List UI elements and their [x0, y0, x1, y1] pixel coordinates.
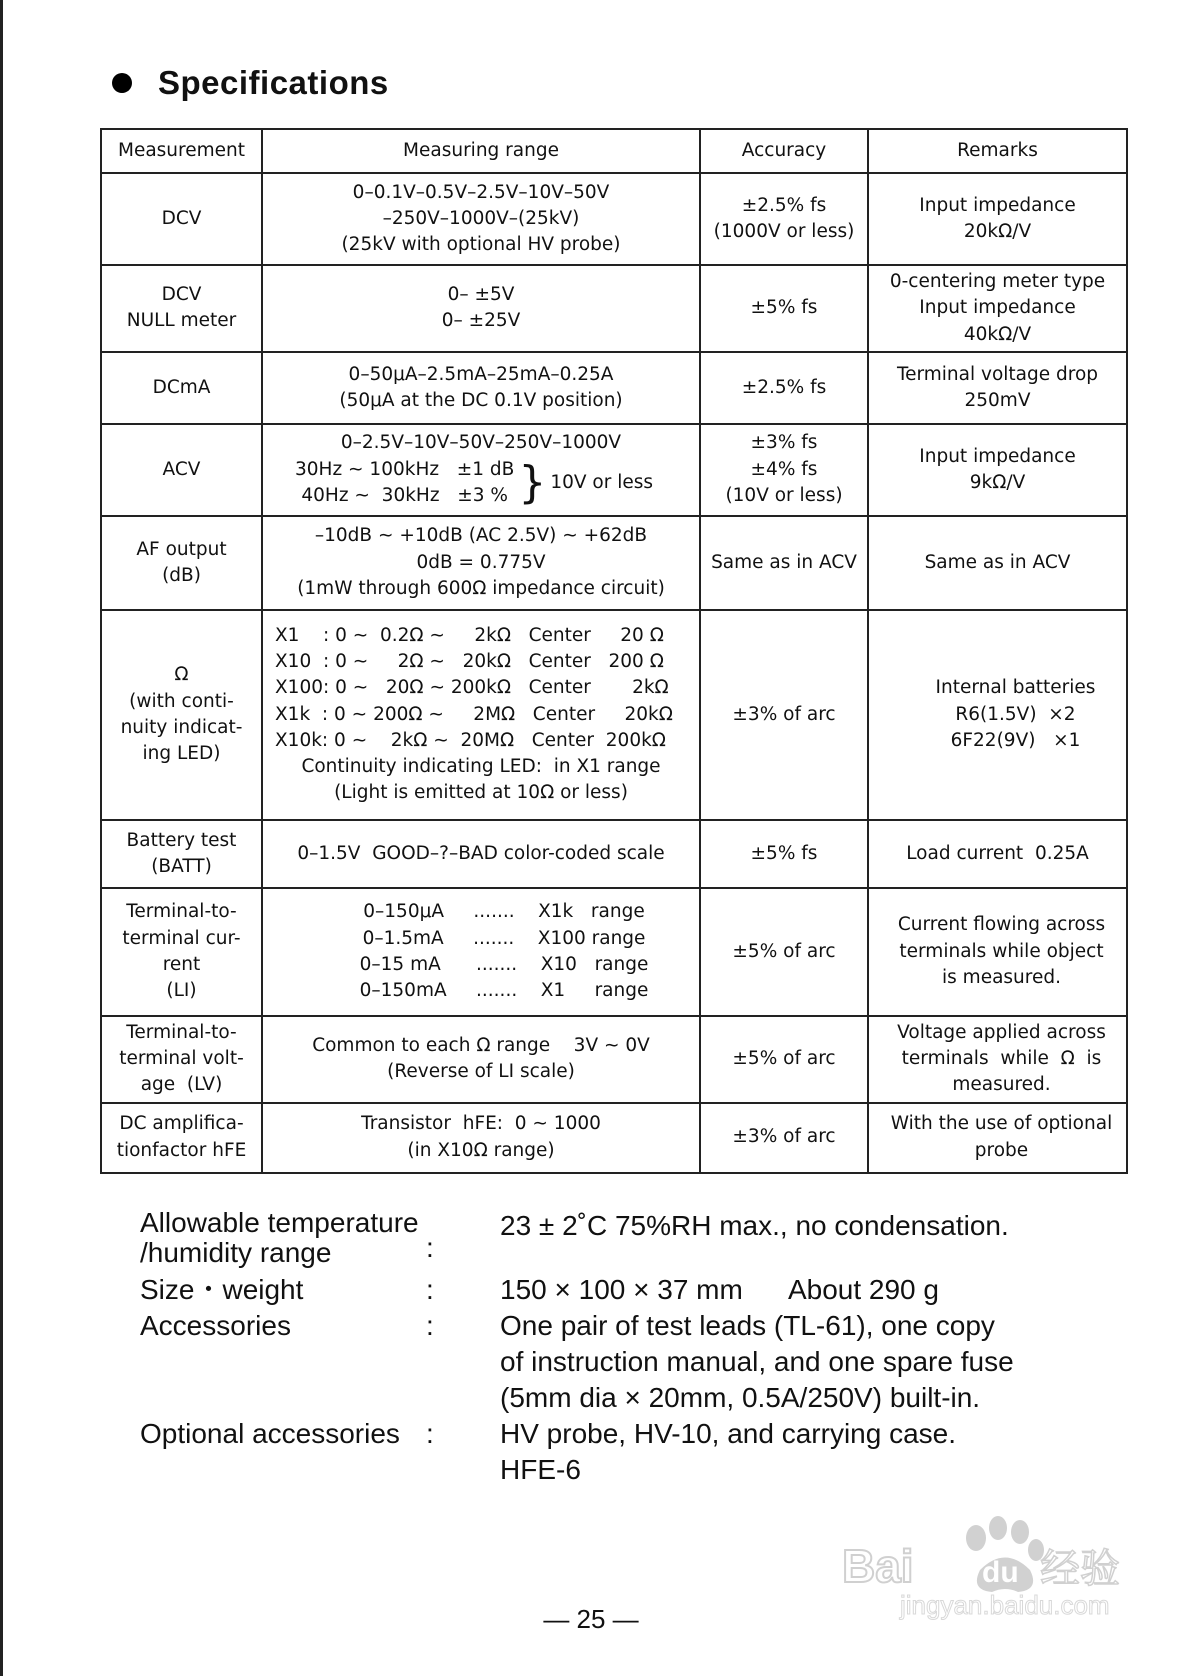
- page-border: [0, 0, 3, 1676]
- cell-line: With the use of optional: [890, 1113, 1113, 1135]
- cell-line: 0dB = 0.775V: [416, 551, 546, 573]
- note-value: [500, 1208, 1140, 1268]
- range-cell: [262, 265, 700, 352]
- cell-line: (with conti-: [129, 690, 234, 712]
- range-cell: [262, 516, 700, 610]
- accuracy-cell: [700, 173, 868, 265]
- measurement-cell: [101, 265, 262, 352]
- table-row: [101, 424, 1127, 516]
- note-value-line: HFE-6: [500, 1454, 581, 1485]
- watermark-brand: Bai: [842, 1540, 914, 1592]
- remarks-cell: [868, 265, 1127, 352]
- cell-line: (BATT): [151, 855, 212, 877]
- table-row: [101, 888, 1127, 1016]
- cell-line: terminal volt-: [119, 1048, 244, 1070]
- measurement-cell: [101, 1016, 262, 1103]
- cell-line: 0–150mA ....... X1 range: [359, 980, 649, 1002]
- cell-line: ±3% fs: [750, 432, 818, 454]
- cell-line: probe: [974, 1139, 1029, 1161]
- cell-line: 250mV: [964, 389, 1031, 411]
- cell-line: ACV: [162, 458, 201, 480]
- cell-line: Load current 0.25A: [906, 842, 1089, 864]
- note-temperature: [140, 1208, 1140, 1268]
- header-measuring-range: Measuring range: [262, 129, 700, 173]
- range-cell: [262, 1016, 700, 1103]
- table-header-row: [101, 129, 1127, 173]
- remarks-cell: [868, 352, 1127, 424]
- note-value-line: 150 × 100 × 37 mm About 290 g: [500, 1274, 939, 1305]
- accuracy-cell: [700, 265, 868, 352]
- cell-line: ing LED): [142, 743, 221, 765]
- range-cell: [262, 352, 700, 424]
- measurement-cell: [101, 173, 262, 265]
- watermark-brand2: du: [982, 1556, 1019, 1589]
- note-label-line: Allowable temperature: [140, 1207, 419, 1238]
- measurement-cell: [101, 424, 262, 516]
- remarks-cell: [868, 1016, 1127, 1103]
- range-cell: [262, 424, 700, 516]
- header-accuracy: Accuracy: [700, 129, 868, 173]
- bullet-icon: [112, 73, 132, 93]
- measurement-cell: [101, 888, 262, 1016]
- cell-line: ±4% fs: [750, 458, 818, 480]
- ohm-range-list: [267, 623, 695, 754]
- cell-line: measured.: [952, 1074, 1051, 1096]
- cell-line: X1k : 0 ∼ 200Ω ∼ 2MΩ Center 20kΩ: [275, 703, 673, 725]
- remarks-cell: [868, 173, 1127, 265]
- cell-line: 0–1.5mA ....... X100 range: [362, 927, 646, 949]
- cell-line: Internal batteries: [935, 677, 1096, 699]
- cell-line: tionfactor hFE: [116, 1139, 247, 1161]
- cell-line: ±3% of arc: [732, 1126, 836, 1148]
- cell-line: ±5% fs: [750, 842, 818, 864]
- cell-line: ±5% of arc: [732, 940, 836, 962]
- cell-line: terminal cur-: [122, 927, 241, 949]
- cell-line: 40Hz ∼ 30kHz ±3 %: [301, 484, 508, 506]
- cell-line: ±3% of arc: [732, 703, 836, 725]
- watermark-cn: 经验: [1040, 1546, 1120, 1592]
- range-cell: [262, 820, 700, 888]
- note-colon: :: [426, 1274, 434, 1305]
- cell-line: Input impedance: [919, 194, 1076, 216]
- cell-line: –250V–1000V–(25kV): [382, 207, 580, 229]
- cell-line: (Reverse of LI scale): [387, 1061, 575, 1083]
- note-value-line: One pair of test leads (TL-61), one copy: [500, 1310, 995, 1341]
- note-accessories: [140, 1308, 1140, 1416]
- cell-line: 20kΩ/V: [963, 221, 1032, 242]
- cell-line: (dB): [162, 564, 201, 586]
- cell-line: 0– ±25V: [441, 310, 521, 332]
- note-colon: :: [426, 1232, 434, 1263]
- cell-line: (50μA at the DC 0.1V position): [339, 389, 623, 411]
- cell-line: terminals while object: [899, 940, 1104, 962]
- cell-line: Transistor hFE: 0 ∼ 1000: [361, 1113, 601, 1135]
- cell-line: –10dB ∼ +10dB (AC 2.5V) ∼ +62dB: [314, 525, 648, 547]
- watermark-url: jingyan.baidu.com: [900, 1590, 1110, 1620]
- range-cell: [262, 888, 700, 1016]
- cell-line: Voltage applied across: [897, 1021, 1106, 1043]
- remarks-cell: [868, 820, 1127, 888]
- table-row: [101, 265, 1127, 352]
- cell-line: X1 : 0 ∼ 0.2Ω ∼ 2kΩ Center 20 Ω: [275, 624, 664, 646]
- cell-line: (LI): [166, 980, 197, 1002]
- header-remarks: Remarks: [868, 129, 1127, 173]
- note-label: Accessories: [140, 1310, 291, 1341]
- measurement-cell: [101, 352, 262, 424]
- table-row: [101, 1103, 1127, 1173]
- page-title: Specifications: [158, 64, 389, 101]
- range-cell: [262, 173, 700, 265]
- cell-line: 10V or less: [550, 471, 653, 493]
- cell-line: ±2.5% fs: [741, 194, 827, 216]
- measurement-cell: [101, 1103, 262, 1173]
- accuracy-cell: [700, 1016, 868, 1103]
- measurement-cell: [101, 820, 262, 888]
- cell-line: nuity indicat-: [120, 716, 243, 738]
- cell-line: X100: 0 ∼ 20Ω ∼ 200kΩ Center 2kΩ: [275, 677, 669, 699]
- note-value: [500, 1416, 1140, 1488]
- table-row: [101, 1016, 1127, 1103]
- cell-line: Input impedance: [919, 297, 1076, 319]
- cell-line: 0–0.1V–0.5V–2.5V–10V–50V: [352, 181, 610, 203]
- measurement-cell: [101, 516, 262, 610]
- cell-line: X10k: 0 ∼ 2kΩ ∼ 20MΩ Center 200kΩ: [275, 729, 666, 751]
- cell-line: 0–1.5V GOOD–?–BAD color-coded scale: [297, 842, 665, 864]
- range-cell: [262, 610, 700, 820]
- table-row: [101, 610, 1127, 820]
- note-label: [140, 1208, 420, 1268]
- cell-line: Terminal-to-: [126, 1021, 237, 1043]
- cell-line: (25kV with optional HV probe): [341, 234, 621, 256]
- cell-line: 40kΩ/V: [963, 323, 1032, 345]
- accuracy-cell: [700, 610, 868, 820]
- measurement-cell: [101, 610, 262, 820]
- cell-line: ±5% of arc: [732, 1048, 836, 1070]
- note-label-line: /humidity range: [140, 1237, 332, 1268]
- note-value-line: 23 ± 2˚C 75%RH max., no condensation.: [500, 1210, 1009, 1241]
- cell-line: (in X10Ω range): [407, 1139, 555, 1161]
- cell-line: (1mW through 600Ω impedance circuit): [297, 577, 665, 599]
- header-measurement: Measurement: [101, 129, 262, 173]
- note-label: Size・weight: [140, 1274, 304, 1305]
- cell-line: DCV: [161, 284, 202, 306]
- section-heading: [112, 64, 389, 102]
- cell-line: Ω: [174, 664, 189, 686]
- cell-line: is measured.: [942, 966, 1061, 988]
- cell-line: X10 : 0 ∼ 2Ω ∼ 20kΩ Center 200 Ω: [275, 651, 664, 673]
- note-label: Optional accessories: [140, 1418, 400, 1449]
- table-row: [101, 173, 1127, 265]
- range-cell: [262, 1103, 700, 1173]
- cell-line: R6(1.5V) ×2: [955, 703, 1076, 725]
- cell-line: Input impedance: [919, 445, 1076, 467]
- general-specs: [140, 1208, 1140, 1488]
- remarks-cell: [868, 888, 1127, 1016]
- remarks-cell: [868, 424, 1127, 516]
- cell-line: 0–50μA–2.5mA–25mA–0.25A: [348, 363, 614, 385]
- remarks-cell: [868, 1103, 1127, 1173]
- cell-line: (1000V or less): [713, 221, 855, 242]
- cell-line: Current flowing across: [897, 914, 1106, 936]
- cell-line: (Light is emitted at 10Ω or less): [334, 782, 628, 804]
- cell-line: DCV: [161, 207, 202, 229]
- note-value: [500, 1308, 1140, 1416]
- cell-line: AF output: [136, 538, 227, 560]
- page-number: — 25 —: [543, 1604, 639, 1634]
- baidu-watermark: [840, 1490, 1130, 1620]
- cell-line: 9kΩ/V: [969, 471, 1026, 493]
- note-size-weight: [140, 1272, 1140, 1308]
- note-value: [500, 1272, 1140, 1308]
- remarks-cell: [868, 610, 1127, 820]
- remarks-cell: [868, 516, 1127, 610]
- cell-line: 6F22(9V) ×1: [950, 729, 1081, 751]
- cell-line: terminals while Ω is: [901, 1048, 1102, 1070]
- cell-line: DCmA: [152, 376, 211, 398]
- table-row: [101, 516, 1127, 610]
- note-optional-accessories: [140, 1416, 1140, 1488]
- cell-line: ±2.5% fs: [741, 376, 827, 398]
- cell-line: 0–15 mA ....... X10 range: [359, 953, 649, 975]
- accuracy-cell: [700, 516, 868, 610]
- cell-line: 30Hz ∼ 100kHz ±1 dB: [295, 458, 515, 480]
- accuracy-cell: [700, 424, 868, 516]
- accuracy-cell: [700, 1103, 868, 1173]
- cell-line: Terminal voltage drop: [896, 363, 1099, 385]
- accuracy-cell: [700, 888, 868, 1016]
- accuracy-cell: [700, 352, 868, 424]
- note-value-line: (5mm dia × 20mm, 0.5A/250V) built-in.: [500, 1382, 981, 1413]
- cell-line: 0– ±5V: [447, 284, 515, 306]
- cell-line: 0–150μA ....... X1k range: [363, 901, 645, 923]
- note-value-line: of instruction manual, and one spare fuse: [500, 1346, 1014, 1377]
- note-colon: :: [426, 1418, 434, 1449]
- table-row: [101, 352, 1127, 424]
- cell-line: rent: [162, 953, 201, 975]
- cell-line: Battery test: [126, 829, 237, 851]
- table-row: [101, 820, 1127, 888]
- cell-line: Same as in ACV: [924, 551, 1071, 573]
- cell-line: DC amplifica-: [119, 1113, 244, 1135]
- cell-line: Same as in ACV: [711, 551, 857, 573]
- cell-line: ±5% fs: [750, 297, 818, 319]
- cell-line: Continuity indicating LED: in X1 range: [301, 756, 661, 778]
- cell-line: Terminal-to-: [126, 901, 237, 923]
- cell-line: Common to each Ω range 3V ∼ 0V: [312, 1034, 650, 1056]
- cell-line: age (LV): [140, 1074, 223, 1096]
- spec-table: [100, 128, 1128, 1174]
- cell-line: 0–2.5V–10V–50V–250V–1000V: [340, 432, 622, 454]
- note-value-line: HV probe, HV-10, and carrying case.: [500, 1418, 957, 1449]
- note-colon: :: [426, 1310, 434, 1341]
- brace-icon: }: [518, 456, 547, 508]
- cell-line: 0-centering meter type: [889, 271, 1106, 292]
- cell-line: (10V or less): [725, 484, 843, 506]
- accuracy-cell: [700, 820, 868, 888]
- cell-line: NULL meter: [126, 310, 237, 332]
